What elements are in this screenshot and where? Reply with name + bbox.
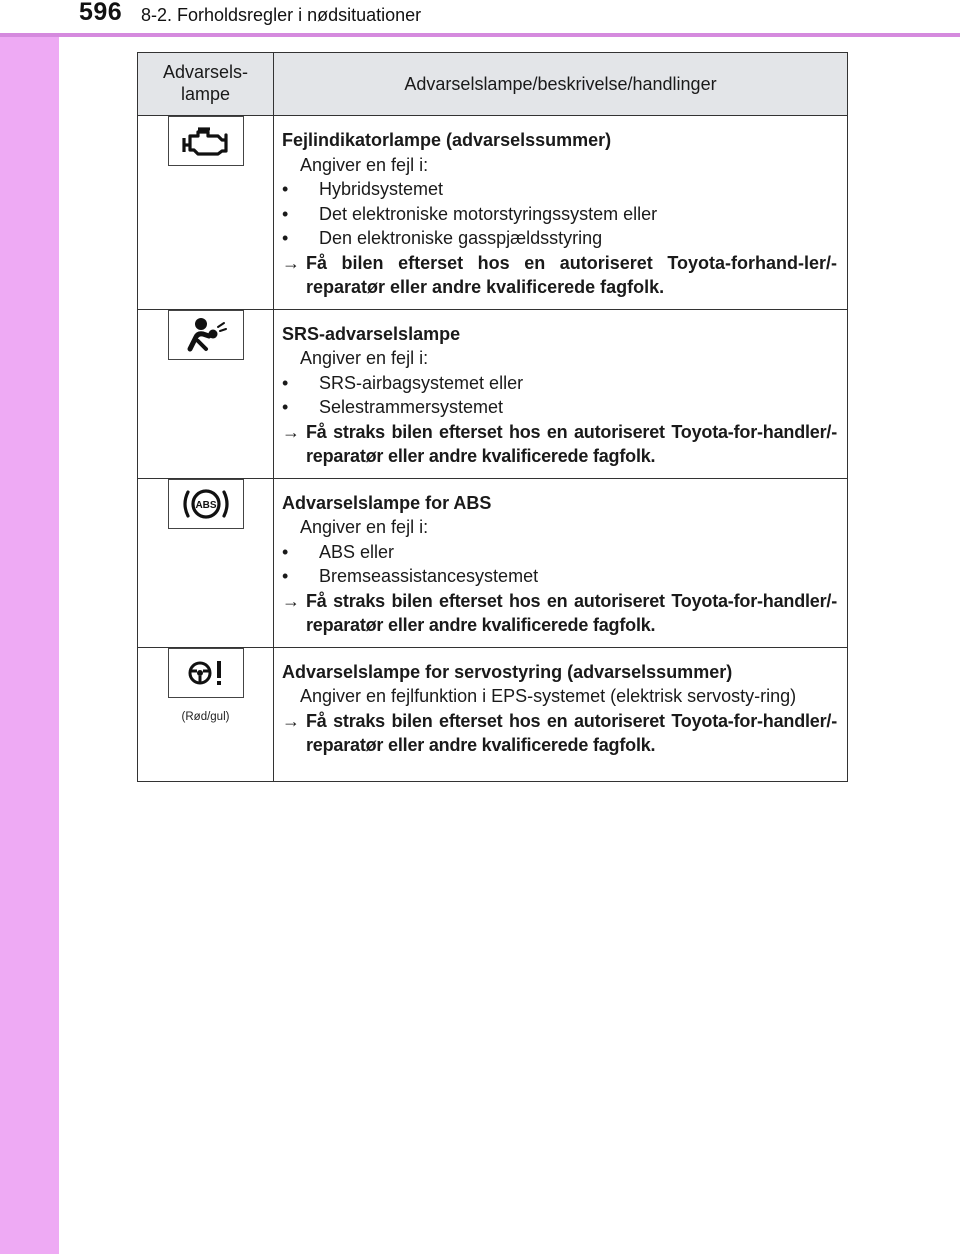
column-header-lamp-text: Advarsels- lampe xyxy=(162,62,249,105)
srs-airbag-icon xyxy=(168,310,244,360)
table-header-row xyxy=(138,53,848,116)
list-item-text: Selestrammersystemet xyxy=(319,397,504,417)
page-number: 596 xyxy=(79,0,123,26)
lamp-intro: Angiver en fejl i: xyxy=(300,348,429,368)
lamp-action-text: Få straks bilen efterset hos en autoriseret Toyota-for-handler/-reparatør eller andre kvalificerede fagfolk. xyxy=(306,710,837,755)
lamp-action-text: Få straks bilen efterset hos en autoriseret Toyota-for-handler/-reparatør eller andre kvalificerede fagfolk. xyxy=(306,590,837,635)
table-row xyxy=(138,116,848,310)
lamp-title: Advarselslampe for servostyring (advarselssummer) xyxy=(282,661,733,682)
table-row xyxy=(138,478,848,647)
abs-icon xyxy=(168,479,244,529)
warning-lamp-table xyxy=(137,52,848,782)
list-item-text: ABS eller xyxy=(319,541,395,562)
lamp-action-text: Få straks bilen efterset hos en autoriseret Toyota-for-handler/-reparatør eller andre kvalificerede fagfolk. xyxy=(306,421,837,466)
list-item-text: Det elektroniske motorstyringssystem eller xyxy=(319,203,658,224)
lamp-title: Advarselslampe for ABS xyxy=(282,492,492,513)
list-item xyxy=(282,202,837,227)
list-item xyxy=(282,564,837,589)
list-item xyxy=(282,371,837,396)
arrow-right-icon: → xyxy=(282,252,300,273)
lamp-action-text: Få bilen efterset hos en autoriseret Toyota-forhand-ler/-reparatør eller andre kvalificerede fagfolk. xyxy=(306,252,837,297)
list-item-text: SRS-airbagsystemet eller xyxy=(319,372,524,393)
list-item xyxy=(282,540,837,565)
lamp-cell xyxy=(138,116,274,310)
list-item xyxy=(282,395,837,420)
list-item-text: Bremseassistancesystemet xyxy=(319,566,539,586)
list-item xyxy=(282,177,837,202)
lamp-note: (Rød/gul) xyxy=(181,711,230,723)
column-header-description: Advarselslampe/beskrivelse/handlinger xyxy=(274,53,848,116)
lamp-cell xyxy=(138,647,274,781)
side-color-band xyxy=(0,0,59,1254)
header-rule xyxy=(0,33,960,37)
list-item-text: Hybridsystemet xyxy=(319,179,444,199)
table-row xyxy=(138,309,848,478)
description-cell xyxy=(274,478,848,647)
list-item xyxy=(282,226,837,251)
lamp-action xyxy=(282,420,837,469)
list-item-text: Den elektroniske gasspjældsstyring xyxy=(319,228,603,248)
lamp-intro: Angiver en fejl i: xyxy=(300,154,429,175)
lamp-intro: Angiver en fejlfunktion i EPS-systemet (elektrisk servosty-ring) xyxy=(300,686,797,706)
description-cell xyxy=(274,647,848,781)
column-header-lamp xyxy=(138,53,274,116)
description-cell xyxy=(274,309,848,478)
lamp-action xyxy=(282,251,837,300)
arrow-right-icon: → xyxy=(282,421,300,442)
abs-icon-label: ABS xyxy=(194,499,217,511)
section-title: 8-2. Forholdsregler i nødsituationer xyxy=(141,5,422,25)
power-steering-icon xyxy=(168,648,244,698)
arrow-right-icon: → xyxy=(282,710,300,731)
description-cell xyxy=(274,116,848,310)
arrow-right-icon: → xyxy=(282,590,300,611)
lamp-action xyxy=(282,709,837,758)
lamp-title: Fejlindikatorlampe (advarselssummer) xyxy=(282,130,612,150)
engine-check-icon xyxy=(168,116,244,166)
lamp-cell xyxy=(138,309,274,478)
lamp-intro: Angiver en fejl i: xyxy=(300,517,429,537)
lamp-cell xyxy=(138,478,274,647)
lamp-action xyxy=(282,589,837,638)
table-row xyxy=(138,647,848,781)
lamp-title: SRS-advarselslampe xyxy=(282,323,461,344)
